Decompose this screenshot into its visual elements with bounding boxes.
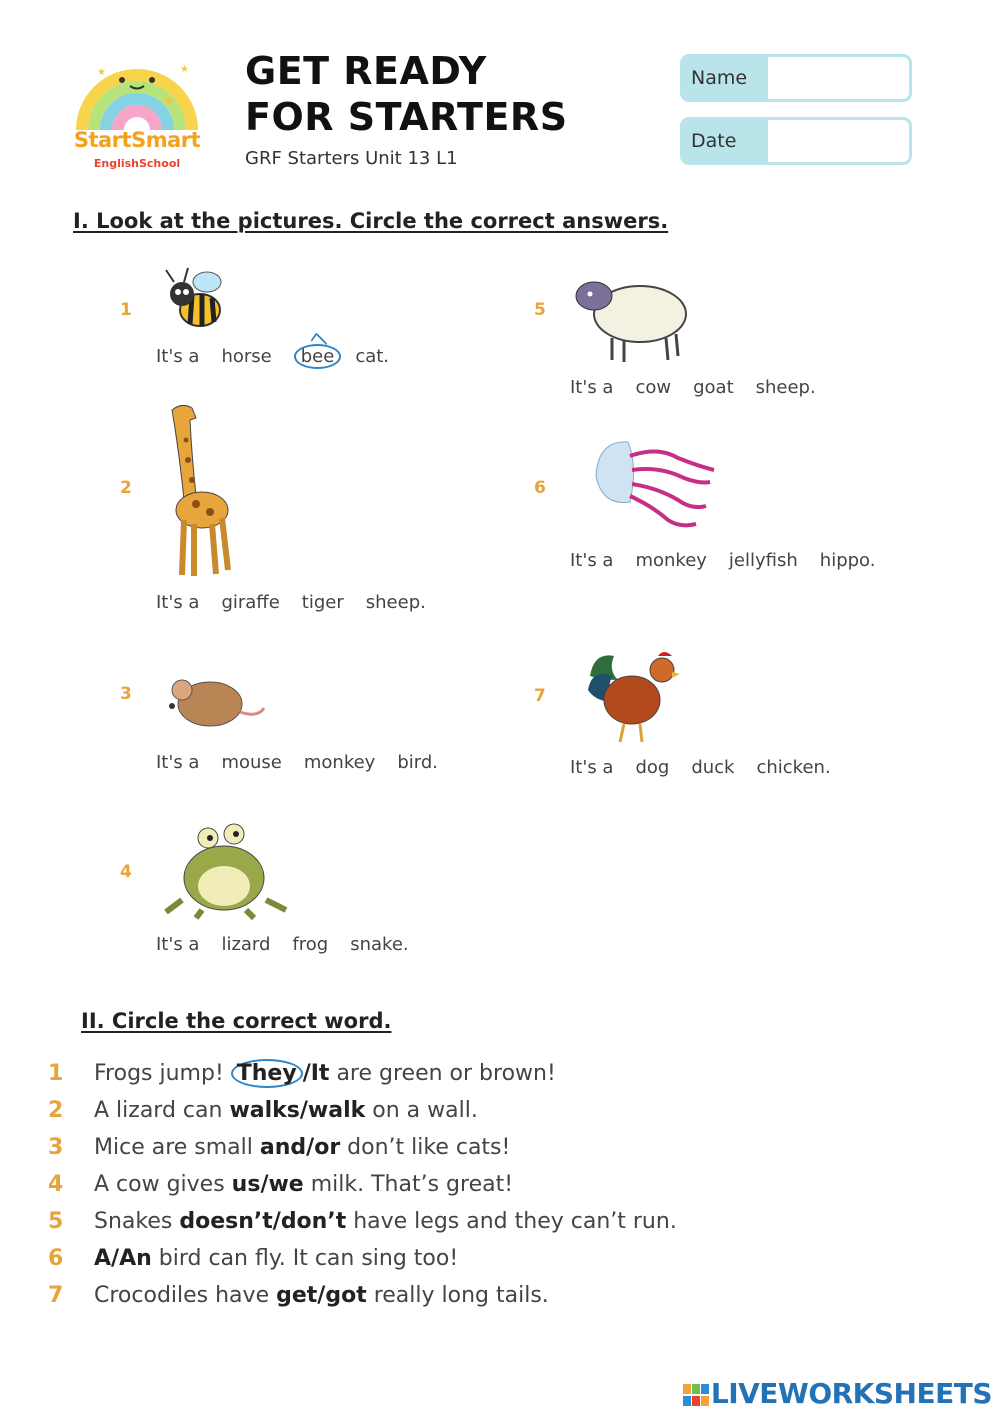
logo-name: StartSmart bbox=[73, 128, 201, 152]
s2-item-3-option-b[interactable]: or bbox=[314, 1135, 341, 1160]
s2-item-6-after: bird can fly. It can sing too! bbox=[151, 1246, 459, 1271]
item-1-prefix: It's a bbox=[156, 346, 200, 367]
item-3-sentence bbox=[156, 752, 460, 773]
liveworksheets-brand bbox=[683, 1377, 992, 1410]
item-6-sentence bbox=[570, 550, 897, 571]
s2-item-1-number: 1 bbox=[48, 1061, 64, 1086]
giraffe-icon bbox=[162, 400, 242, 580]
item-1-sentence bbox=[156, 344, 411, 369]
title-line-1: GET READY bbox=[245, 49, 487, 93]
page-title bbox=[245, 48, 568, 140]
bee-icon bbox=[162, 262, 232, 337]
s2-item-5-after: have legs and they can’t run. bbox=[346, 1209, 677, 1234]
s2-item-7-after: really long tails. bbox=[366, 1283, 549, 1308]
item-2-prefix: It's a bbox=[156, 592, 200, 613]
item-6-number: 6 bbox=[534, 478, 546, 498]
item-7-option-2[interactable]: duck bbox=[691, 757, 735, 778]
item-3-option-2[interactable]: monkey bbox=[303, 752, 376, 773]
s2-item-1-after: are green or brown! bbox=[329, 1061, 556, 1086]
title-line-2: FOR STARTERS bbox=[245, 95, 568, 139]
s2-item-2-option-b[interactable]: walk bbox=[307, 1098, 366, 1123]
logo-subtitle: EnglishSchool bbox=[93, 157, 181, 170]
s2-item-4-option-b[interactable]: we bbox=[268, 1172, 304, 1197]
item-7-sentence bbox=[570, 757, 853, 778]
jellyfish-icon bbox=[588, 436, 718, 532]
item-7-number: 7 bbox=[534, 686, 546, 706]
item-5-option-1[interactable]: cow bbox=[635, 377, 672, 398]
item-5-sentence bbox=[570, 377, 838, 398]
item-3-option-1[interactable]: mouse bbox=[221, 752, 282, 773]
item-4-option-1[interactable]: lizard bbox=[221, 934, 271, 955]
s2-item-1-before: Frogs jump! bbox=[94, 1061, 231, 1086]
s2-item-4-number: 4 bbox=[48, 1172, 64, 1197]
item-6-option-1[interactable]: monkey bbox=[635, 550, 707, 571]
date-field bbox=[680, 117, 912, 165]
svg-text:★: ★ bbox=[162, 93, 175, 109]
s2-item-5 bbox=[48, 1209, 677, 1234]
item-7-option-3[interactable]: chicken. bbox=[756, 757, 831, 778]
item-4-option-3[interactable]: snake. bbox=[350, 934, 409, 955]
item-4-prefix: It's a bbox=[156, 934, 200, 955]
s2-item-2-after: on a wall. bbox=[365, 1098, 478, 1123]
s2-item-2-number: 2 bbox=[48, 1098, 64, 1123]
item-2-number: 2 bbox=[120, 478, 132, 498]
item-5-option-3[interactable]: sheep. bbox=[755, 377, 816, 398]
liveworksheets-text: LIVEWORKSHEETS bbox=[710, 1377, 992, 1410]
s2-item-2-sep: / bbox=[299, 1098, 308, 1123]
s2-item-5-before: Snakes bbox=[94, 1209, 180, 1234]
item-3-number: 3 bbox=[120, 684, 132, 704]
svg-text:★: ★ bbox=[97, 67, 106, 78]
item-5-prefix: It's a bbox=[570, 377, 614, 398]
item-1-option-3[interactable]: cat. bbox=[355, 346, 390, 367]
svg-text:★: ★ bbox=[180, 64, 189, 75]
item-1-option-1[interactable]: horse bbox=[221, 346, 272, 367]
item-7-option-1[interactable]: dog bbox=[635, 757, 670, 778]
item-5-number: 5 bbox=[534, 300, 546, 320]
item-6-option-2[interactable]: jellyfish bbox=[728, 550, 798, 571]
name-input[interactable] bbox=[771, 61, 905, 95]
name-label: Name bbox=[683, 57, 768, 99]
frog-icon bbox=[162, 820, 292, 920]
s2-item-3 bbox=[48, 1135, 510, 1160]
s2-item-6 bbox=[48, 1246, 458, 1271]
s2-item-5-option-a[interactable]: doesn’t bbox=[179, 1209, 273, 1234]
s2-item-2 bbox=[48, 1098, 478, 1123]
s2-item-1-option-a[interactable]: They bbox=[231, 1059, 303, 1088]
mouse-icon bbox=[160, 672, 270, 732]
liveworksheets-icon bbox=[683, 1384, 709, 1406]
s2-item-6-option-a[interactable]: A bbox=[94, 1246, 112, 1271]
s2-item-4-sep: / bbox=[260, 1172, 269, 1197]
s2-item-7-number: 7 bbox=[48, 1283, 64, 1308]
date-label: Date bbox=[683, 120, 768, 162]
s2-item-1-sep: / bbox=[302, 1061, 311, 1086]
s2-item-3-option-a[interactable]: and bbox=[259, 1135, 307, 1160]
item-5-option-2[interactable]: goat bbox=[693, 377, 734, 398]
item-2-option-2[interactable]: tiger bbox=[301, 592, 344, 613]
name-field bbox=[680, 54, 912, 102]
s2-item-4 bbox=[48, 1172, 513, 1197]
s2-item-7-option-b[interactable]: got bbox=[325, 1283, 367, 1308]
s2-item-4-before: A cow gives bbox=[94, 1172, 232, 1197]
s2-item-3-number: 3 bbox=[48, 1135, 64, 1160]
s2-item-6-sep: / bbox=[111, 1246, 120, 1271]
s2-item-3-sep: / bbox=[306, 1135, 315, 1160]
sheep-icon bbox=[572, 268, 692, 366]
s2-item-6-option-b[interactable]: An bbox=[119, 1246, 152, 1271]
item-6-prefix: It's a bbox=[570, 550, 614, 571]
page-subtitle: GRF Starters Unit 13 L1 bbox=[245, 148, 458, 169]
s2-item-1-option-b[interactable]: It bbox=[310, 1061, 330, 1086]
item-1-number: 1 bbox=[120, 300, 132, 320]
item-3-prefix: It's a bbox=[156, 752, 200, 773]
s2-item-5-option-b[interactable]: don’t bbox=[280, 1209, 347, 1234]
item-6-option-3[interactable]: hippo. bbox=[819, 550, 876, 571]
s2-item-7-sep: / bbox=[317, 1283, 326, 1308]
s2-item-6-number: 6 bbox=[48, 1246, 64, 1271]
date-input[interactable] bbox=[771, 124, 905, 158]
item-2-option-1[interactable]: giraffe bbox=[221, 592, 280, 613]
s2-item-7-before: Crocodiles have bbox=[94, 1283, 277, 1308]
item-4-number: 4 bbox=[120, 862, 132, 882]
s2-item-4-option-a[interactable]: us bbox=[231, 1172, 261, 1197]
item-3-option-3[interactable]: bird. bbox=[397, 752, 439, 773]
s2-item-7 bbox=[48, 1283, 549, 1308]
item-1-option-2[interactable]: bee bbox=[294, 344, 342, 369]
chicken-icon bbox=[584, 646, 682, 744]
s2-item-4-after: milk. That’s great! bbox=[303, 1172, 514, 1197]
s2-item-2-option-a[interactable]: walks bbox=[229, 1098, 300, 1123]
s2-item-3-before: Mice are small bbox=[94, 1135, 260, 1160]
section-2-heading: II. Circle the correct word. bbox=[81, 1009, 392, 1033]
item-2-sentence bbox=[156, 592, 448, 613]
s2-item-7-option-a[interactable]: get bbox=[276, 1283, 318, 1308]
item-7-prefix: It's a bbox=[570, 757, 614, 778]
section-1-heading: I. Look at the pictures. Circle the correct answers. bbox=[73, 209, 669, 233]
s2-item-2-before: A lizard can bbox=[94, 1098, 230, 1123]
item-2-option-3[interactable]: sheep. bbox=[365, 592, 426, 613]
s2-item-1 bbox=[48, 1061, 556, 1086]
s2-item-3-after: don’t like cats! bbox=[340, 1135, 511, 1160]
item-4-sentence bbox=[156, 934, 431, 955]
item-4-option-2[interactable]: frog bbox=[292, 934, 329, 955]
s2-item-5-sep: / bbox=[272, 1209, 281, 1234]
s2-item-5-number: 5 bbox=[48, 1209, 64, 1234]
